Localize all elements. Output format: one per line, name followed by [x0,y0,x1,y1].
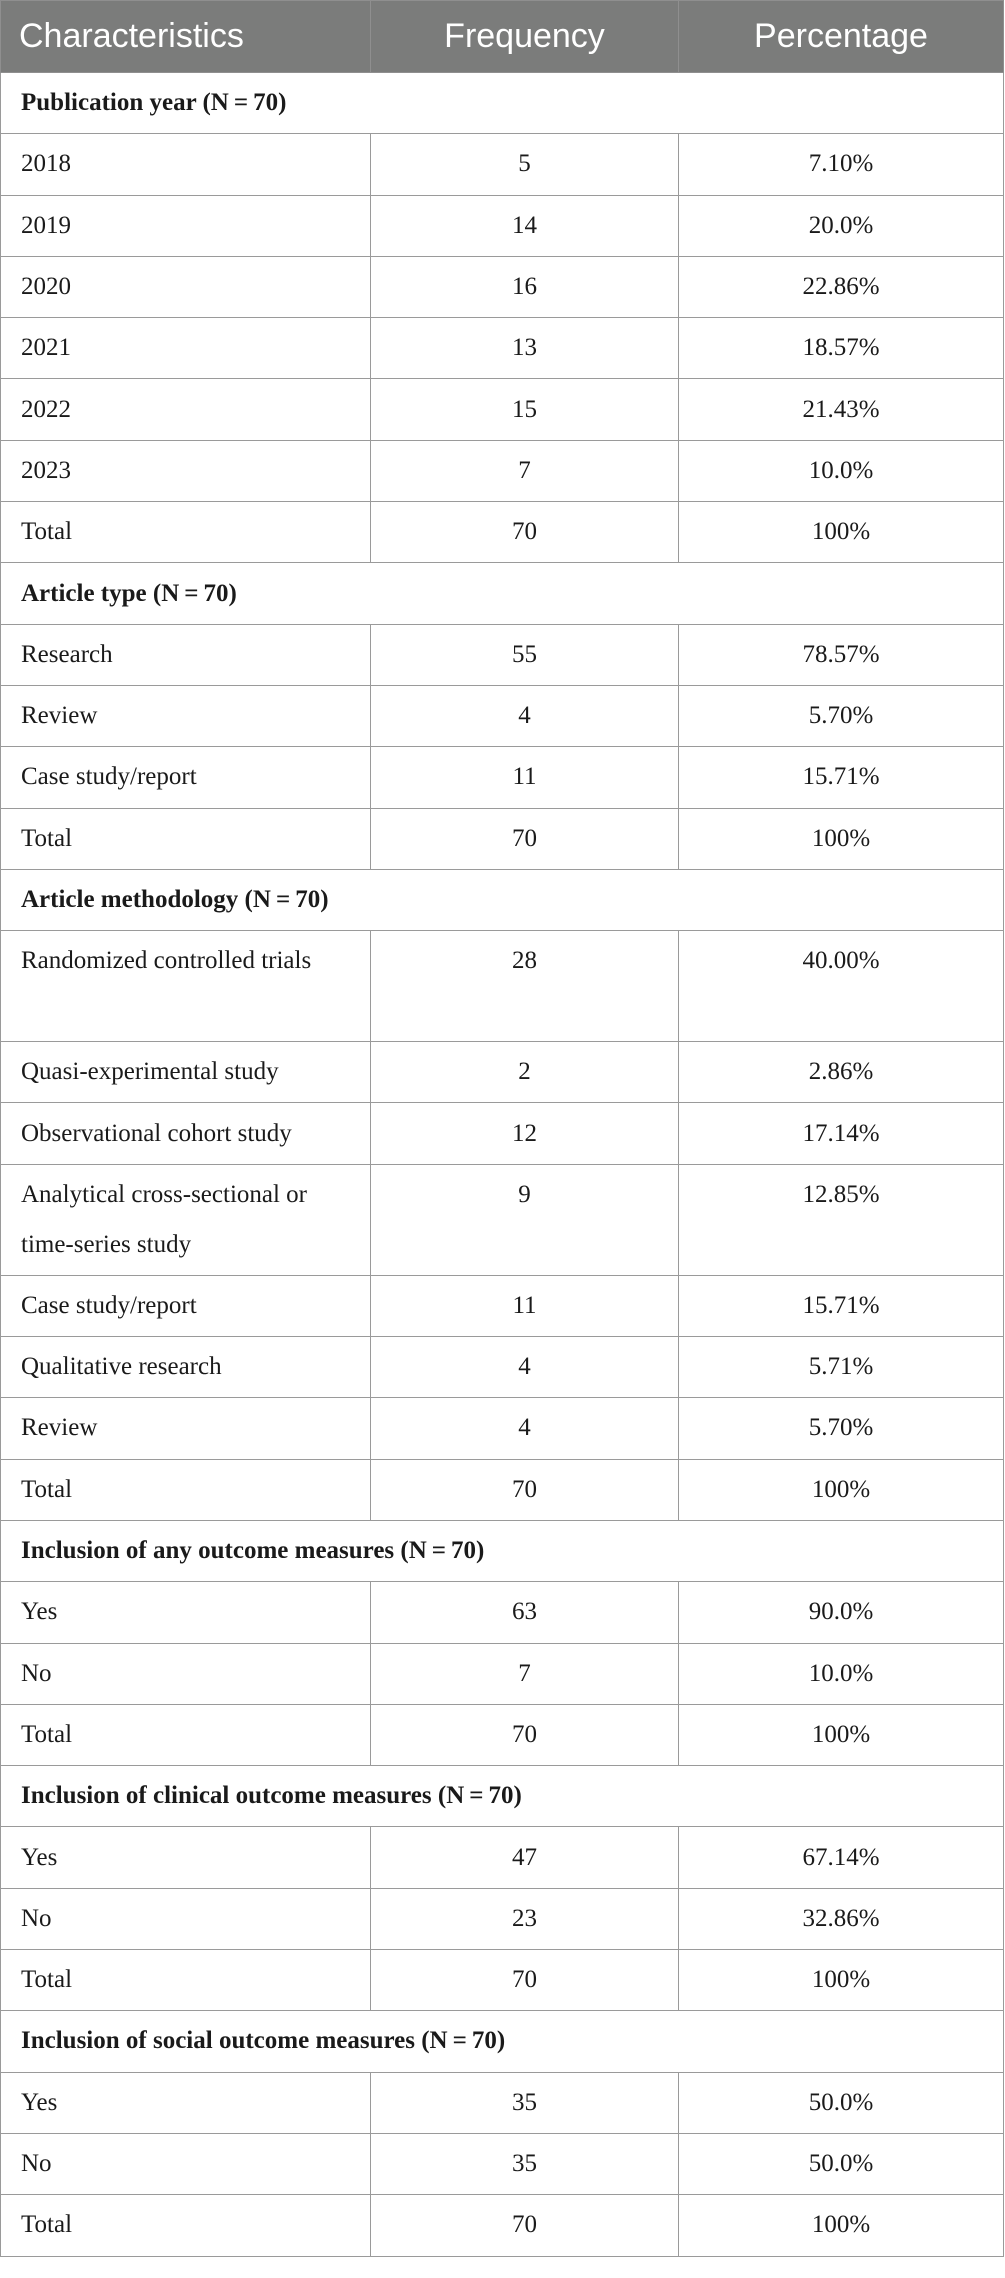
row-percentage: 5.70% [679,1398,1004,1459]
section-title: Article methodology (N = 70) [1,869,1004,930]
section-header-row [1,563,1004,624]
row-percentage: 32.86% [679,1888,1004,1949]
row-frequency: 9 [371,1164,679,1275]
table-row [1,195,1004,256]
section-header-row [1,2011,1004,2072]
table-row [1,624,1004,685]
row-frequency: 70 [371,1704,679,1765]
row-frequency: 11 [371,747,679,808]
table-body [1,73,1004,2257]
row-label: Observational cohort study [1,1103,371,1164]
row-label: Case study/report [1,747,371,808]
row-label: No [1,1643,371,1704]
row-label: Total [1,1950,371,2011]
header-percentage: Percentage [679,1,1004,73]
section-header-row [1,1766,1004,1827]
row-frequency: 11 [371,1275,679,1336]
row-frequency: 70 [371,1950,679,2011]
row-label: Yes [1,2072,371,2133]
row-frequency: 14 [371,195,679,256]
table-row [1,502,1004,563]
row-label: 2023 [1,440,371,501]
row-frequency: 15 [371,379,679,440]
table-row [1,2133,1004,2194]
row-percentage: 5.70% [679,685,1004,746]
row-label: 2021 [1,318,371,379]
row-percentage: 100% [679,2195,1004,2256]
table-header [1,1,1004,73]
section-title: Inclusion of social outcome measures (N = 70) [1,2011,1004,2072]
row-percentage: 40.00% [679,931,1004,1042]
row-frequency: 5 [371,134,679,195]
section-header-row [1,73,1004,134]
table-row [1,747,1004,808]
row-percentage: 15.71% [679,1275,1004,1336]
table-row [1,1042,1004,1103]
table-row [1,931,1004,1042]
row-frequency: 4 [371,1398,679,1459]
row-frequency: 35 [371,2072,679,2133]
row-label: Review [1,1398,371,1459]
section-header-row [1,1520,1004,1581]
row-percentage: 18.57% [679,318,1004,379]
table-row [1,1398,1004,1459]
row-label: No [1,1888,371,1949]
table-row [1,1164,1004,1275]
table-row [1,1275,1004,1336]
table-row [1,318,1004,379]
row-frequency: 4 [371,685,679,746]
row-percentage: 10.0% [679,1643,1004,1704]
row-frequency: 16 [371,256,679,317]
row-percentage: 21.43% [679,379,1004,440]
row-percentage: 12.85% [679,1164,1004,1275]
row-frequency: 12 [371,1103,679,1164]
row-label: 2019 [1,195,371,256]
table-row [1,1103,1004,1164]
row-percentage: 15.71% [679,747,1004,808]
table-row [1,685,1004,746]
table-row [1,2195,1004,2256]
row-percentage: 7.10% [679,134,1004,195]
row-label: Quasi-experimental study [1,1042,371,1103]
row-percentage: 2.86% [679,1042,1004,1103]
table-row [1,440,1004,501]
row-percentage: 22.86% [679,256,1004,317]
row-percentage: 100% [679,502,1004,563]
row-percentage: 78.57% [679,624,1004,685]
table-row [1,1643,1004,1704]
row-percentage: 10.0% [679,440,1004,501]
row-label: Randomized controlled trials [1,931,371,1042]
table-row [1,1950,1004,2011]
table-row [1,1704,1004,1765]
row-percentage: 100% [679,808,1004,869]
row-frequency: 7 [371,1643,679,1704]
row-percentage: 50.0% [679,2133,1004,2194]
header-row [1,1,1004,73]
table-row [1,379,1004,440]
row-label: Qualitative research [1,1337,371,1398]
row-label: 2020 [1,256,371,317]
row-label: Total [1,1459,371,1520]
row-frequency: 70 [371,502,679,563]
row-label: Case study/report [1,1275,371,1336]
row-percentage: 20.0% [679,195,1004,256]
row-frequency: 13 [371,318,679,379]
row-label: Yes [1,1827,371,1888]
table-row [1,1582,1004,1643]
table-row [1,1459,1004,1520]
row-label: Total [1,808,371,869]
table-row [1,134,1004,195]
row-label: No [1,2133,371,2194]
row-frequency: 2 [371,1042,679,1103]
row-frequency: 70 [371,2195,679,2256]
row-label: Total [1,502,371,563]
table-row [1,2072,1004,2133]
row-frequency: 70 [371,1459,679,1520]
row-percentage: 100% [679,1459,1004,1520]
row-percentage: 100% [679,1704,1004,1765]
row-frequency: 23 [371,1888,679,1949]
row-label: Total [1,2195,371,2256]
row-label: 2018 [1,134,371,195]
section-title: Inclusion of clinical outcome measures (N = 70) [1,1766,1004,1827]
table-row [1,808,1004,869]
section-header-row [1,869,1004,930]
row-frequency: 7 [371,440,679,501]
row-percentage: 67.14% [679,1827,1004,1888]
row-label: Review [1,685,371,746]
row-frequency: 35 [371,2133,679,2194]
table-row [1,256,1004,317]
header-frequency: Frequency [371,1,679,73]
row-percentage: 90.0% [679,1582,1004,1643]
row-frequency: 28 [371,931,679,1042]
row-label: Research [1,624,371,685]
row-label: Total [1,1704,371,1765]
table-row [1,1888,1004,1949]
table-row [1,1337,1004,1398]
row-percentage: 5.71% [679,1337,1004,1398]
row-frequency: 63 [371,1582,679,1643]
row-label: Analytical cross-sectional or time-series study [1,1164,371,1275]
row-frequency: 47 [371,1827,679,1888]
row-percentage: 17.14% [679,1103,1004,1164]
section-title: Publication year (N = 70) [1,73,1004,134]
table-row [1,1827,1004,1888]
section-title: Inclusion of any outcome measures (N = 70) [1,1520,1004,1581]
row-label: 2022 [1,379,371,440]
header-characteristics: Characteristics [1,1,371,73]
row-percentage: 50.0% [679,2072,1004,2133]
row-frequency: 4 [371,1337,679,1398]
row-frequency: 70 [371,808,679,869]
row-percentage: 100% [679,1950,1004,2011]
row-frequency: 55 [371,624,679,685]
section-title: Article type (N = 70) [1,563,1004,624]
row-label: Yes [1,1582,371,1643]
